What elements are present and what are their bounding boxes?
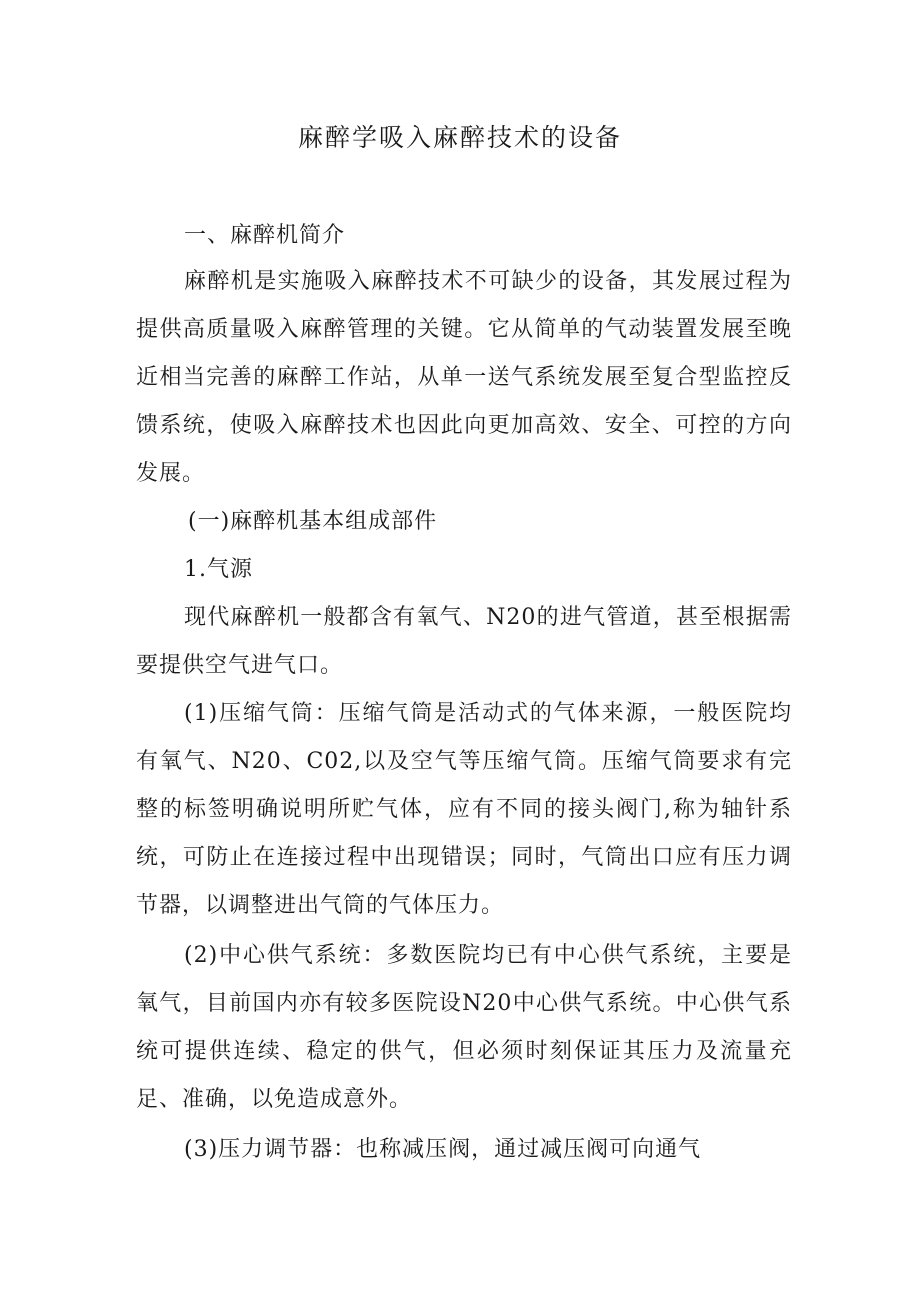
compressed-cylinder-paragraph: (1)压缩气筒：压缩气筒是活动式的气体来源，一般医院均有氧气、N20、C02,以及空气等压缩气筒。压缩气筒要求有完整的标签明确说明所贮气体，应有不同的接头阀门,称为轴针系统，可防止在连接过程中出现错误；同时，气筒出口应有压力调节器，以调整进出气筒的气体压力。: [136, 701, 792, 918]
intro-paragraph: 麻醉机是实施吸入麻醉技术不可缺少的设备，其发展过程为提供高质量吸入麻醉管理的关键。它从简单的气动装置发展至晚近相当完善的麻醉工作站，从单一送气系统发展至复合型监控反馈系统，使吸入麻醉技术也因此向更加高效、安全、可控的方向发展。: [136, 269, 792, 486]
gas-source-paragraph: 现代麻醉机一般都含有氧气、N20的进气管道，甚至根据需要提供空气进气口。: [136, 605, 792, 678]
document-title: 麻醉学吸入麻醉技术的设备: [297, 123, 622, 152]
central-supply-paragraph: (2)中心供气系统：多数医院均已有中心供气系统，主要是氧气，目前国内亦有较多医院设N20中心供气系统。中心供气系统可提供连续、稳定的供气，但必须时刻保证其压力及流量充足、准确，以免造成意外。: [136, 943, 792, 1112]
subsection-heading: (一)麻醉机基本组成部件: [188, 509, 438, 534]
item-heading: 1.气源: [184, 557, 253, 582]
section-heading: 一、麻醉机简介: [184, 223, 346, 248]
pressure-regulator-paragraph: (3)压力调节器：也称减压阀，通过减压阀可向通气: [184, 1137, 702, 1162]
